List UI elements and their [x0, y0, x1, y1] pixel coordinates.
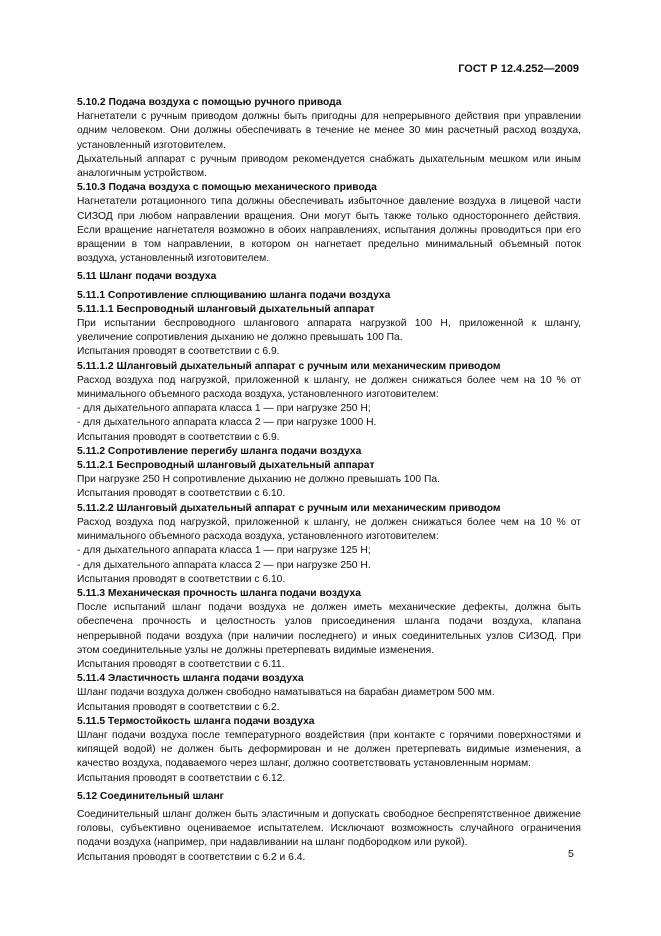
section-heading: 5.11.5 Термостойкость шланга подачи воздуха	[77, 715, 315, 727]
paragraph: - для дыхательного аппарата класса 1 — при нагрузке 125 Н;	[77, 545, 371, 557]
paragraph: Нагнетатели с ручным приводом должны быть пригодны для непрерывного действия при управлении одним человеком. Они должны обеспечивать в течение не менее 30 мин расчетный расход воздуха, установленный изготовителем.	[77, 111, 581, 151]
paragraph: Испытания проводят в соответствии с 6.10.	[77, 488, 286, 500]
document-id: ГОСТ Р 12.4.252—2009	[458, 63, 579, 75]
section-heading: 5.11.1.2 Шланговый дыхательный аппарат с ручным или механическим приводом	[77, 360, 501, 372]
section-heading: 5.11.3 Механическая прочность шланга подачи воздуха	[77, 587, 361, 599]
paragraph: Соединительный шланг должен быть эластичным и допускать свободное беспрепятственное движение головы, субъективно оцениваемое испытателем. Исключают возможность случайного ограничения подачи воздуха (например, при надавливании на шланг подбородком или рукой).	[77, 808, 581, 849]
section-heading: 5.10.2 Подача воздуха с помощью ручного привода	[77, 97, 342, 108]
paragraph: При испытании беспроводного шлангового аппарата нагрузкой 100 Н, приложенной к шлангу, увеличение сопротивления дыханию не должно превышать 100 Па.	[77, 318, 581, 344]
paragraph: Расход воздуха под нагрузкой, приложенной к шлангу, не должен снижаться более чем на 10 % от минимального объемного расхода воздуха, установленного изготовителем:	[77, 516, 581, 543]
paragraph: - для дыхательного аппарата класса 2 — при нагрузке 250 Н.	[77, 559, 371, 571]
section-heading: 5.11.2.1 Беспроводный шланговый дыхательный аппарат	[77, 460, 375, 472]
document-body	[77, 96, 581, 865]
page-number: 5	[568, 848, 574, 860]
section-heading: 5.11 Шланг подачи воздуха	[77, 271, 217, 283]
paragraph: Испытания проводят в соответствии с 6.2 и 6.4.	[77, 851, 306, 863]
paragraph: - для дыхательного аппарата класса 2 — при нагрузке 1000 Н.	[77, 417, 377, 429]
section-heading: 5.11.2 Сопротивление перегибу шланга подачи воздуха	[77, 445, 362, 457]
paragraph: Шланг подачи воздуха после температурного воздействия (при контакте с горячими поверхностями и кипящей водой) не должен быть деформирован и не должен претерпевать видимые изменения, а качество воздуха, подаваемого через шланг, должно соответствовать установленным нормам.	[77, 729, 581, 770]
paragraph: Испытания проводят в соответствии с 6.9.	[77, 346, 280, 358]
paragraph: Шланг подачи воздуха должен свободно наматываться на барабан диаметром 500 мм.	[77, 687, 495, 699]
paragraph: Испытания проводят в соответствии с 6.2.	[77, 701, 280, 713]
paragraph: Дыхательный аппарат с ручным приводом рекомендуется снабжать дыхательным мешком или иным аналогичным устройством.	[77, 153, 581, 180]
paragraph: После испытаний шланг подачи воздуха не должен иметь механические дефекты, должна быть обеспечена прочность и целостность узлов присоединения шланга подачи воздуха, клапана непрерывной подачи воздуха (при наличии последнего) и иных соединительных узлов СИЗОД. При этом соединительные узлы не должны претерпевать видимые изменения.	[77, 602, 581, 656]
paragraph: Расход воздуха под нагрузкой, приложенной к шлангу, не должен снижаться более чем на 10 % от минимального объемного расхода воздуха, установленного изготовителем:	[77, 374, 581, 401]
paragraph: - для дыхательного аппарата класса 1 — при нагрузке 250 Н;	[77, 403, 371, 415]
section-heading: 5.11.1 Сопротивление сплющиванию шланга подачи воздуха	[77, 289, 391, 301]
paragraph: Испытания проводят в соответствии с 6.11.	[77, 658, 285, 670]
paragraph: Испытания проводят в соответствии с 6.10.	[77, 573, 286, 585]
paragraph: Нагнетатели ротационного типа должны обеспечивать избыточное давление воздуха в лицевой части СИЗОД при любом направлении вращения. Они могут быть также только одностороннего действия. Если вращение нагнетателя возможно в обоих направлениях, испытания должны проводиться при его вращении в том направлении, в котором он нагнетает предельно минимальный объемный поток воздуха, установленный изготовителем.	[77, 196, 581, 265]
paragraph: Испытания проводят в соответствии с 6.9.	[77, 431, 280, 443]
paragraph: При нагрузке 250 Н сопротивление дыханию не должно превышать 100 Па.	[77, 474, 440, 486]
section-heading: 5.12 Соединительный шланг	[77, 790, 224, 802]
section-heading: 5.11.4 Эластичность шланга подачи воздуха	[77, 673, 304, 685]
section-heading: 5.11.1.1 Беспроводный шланговый дыхательный аппарат	[77, 303, 375, 315]
section-heading: 5.11.2.2 Шланговый дыхательный аппарат с ручным или механическим приводом	[77, 502, 501, 514]
section-heading: 5.10.3 Подача воздуха с помощью механического привода	[77, 182, 377, 194]
paragraph: Испытания проводят в соответствии с 6.12.	[77, 772, 286, 784]
